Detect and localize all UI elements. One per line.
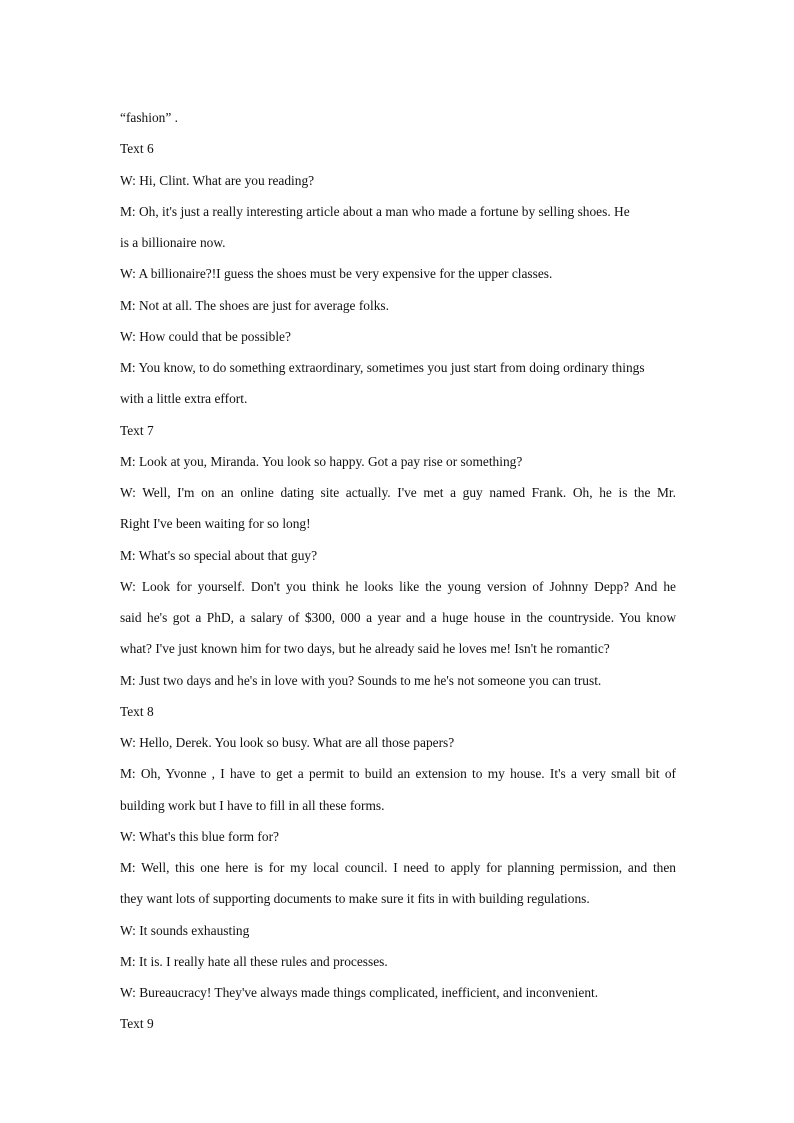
text-line: W: A billionaire?!I guess the shoes must be very expensive for the upper classes. xyxy=(120,266,553,282)
text-line: W: Bureaucracy! They've always made things complicated, inefficient, and inconvenient. xyxy=(120,985,599,1000)
text-line: W: Hi, Clint. What are you reading? xyxy=(120,172,315,188)
text-line: W: Well, I'm on an online dating site actually. I've met a guy named Frank. Oh, he is the Mr. xyxy=(120,485,676,500)
text-line: W: How could that be possible? xyxy=(120,328,291,344)
text-line: is a billionaire now. xyxy=(120,235,226,250)
text-line: Right I've been waiting for so long! xyxy=(120,516,311,532)
text-line: M: Oh, it's just a really interesting article about a man who made a fortune by selling shoes. He xyxy=(120,203,630,219)
text-line: said he's got a PhD, a salary of $300, 000 a year and a huge house in the countryside. You know xyxy=(120,610,676,625)
text-line: what? I've just known him for two days, but he already said he loves me! Isn't he romantic? xyxy=(120,641,610,657)
text-line: M: Look at you, Miranda. You look so happy. Got a pay rise or something? xyxy=(120,453,523,469)
text-line: W: Hello, Derek. You look so busy. What are all those papers? xyxy=(120,735,455,750)
text-line: with a little extra effort. xyxy=(120,391,248,407)
text-line: building work but I have to fill in all these forms. xyxy=(120,797,385,813)
document-page xyxy=(120,102,676,1040)
text-line: W: Look for yourself. Don't you think he looks like the young version of Johnny Depp? And he xyxy=(120,578,676,594)
section-heading: Text 7 xyxy=(120,422,154,438)
text-line: M: What's so special about that guy? xyxy=(120,547,318,563)
section-heading: Text 8 xyxy=(120,703,154,719)
text-line: M: It is. I really hate all these rules and processes. xyxy=(120,953,388,969)
text-line: M: Well, this one here is for my local council. I need to apply for planning permission, and then xyxy=(120,860,676,875)
text-line: W: It sounds exhausting xyxy=(120,922,250,938)
text-line: W: What's this blue form for? xyxy=(120,828,279,844)
text-line: “fashion” . xyxy=(120,110,179,125)
text-line: M: Oh, Yvonne , I have to get a permit to build an extension to my house. It's a very small bit of xyxy=(120,766,676,782)
section-heading: Text 9 xyxy=(120,1016,154,1032)
text-line: M: You know, to do something extraordinary, sometimes you just start from doing ordinary things xyxy=(120,360,645,375)
text-line: they want lots of supporting documents to make sure it fits in with building regulations. xyxy=(120,891,590,907)
text-line: M: Not at all. The shoes are just for average folks. xyxy=(120,297,389,313)
text-line: M: Just two days and he's in love with you? Sounds to me he's not someone you can trust. xyxy=(120,672,602,688)
section-heading: Text 6 xyxy=(120,141,154,157)
